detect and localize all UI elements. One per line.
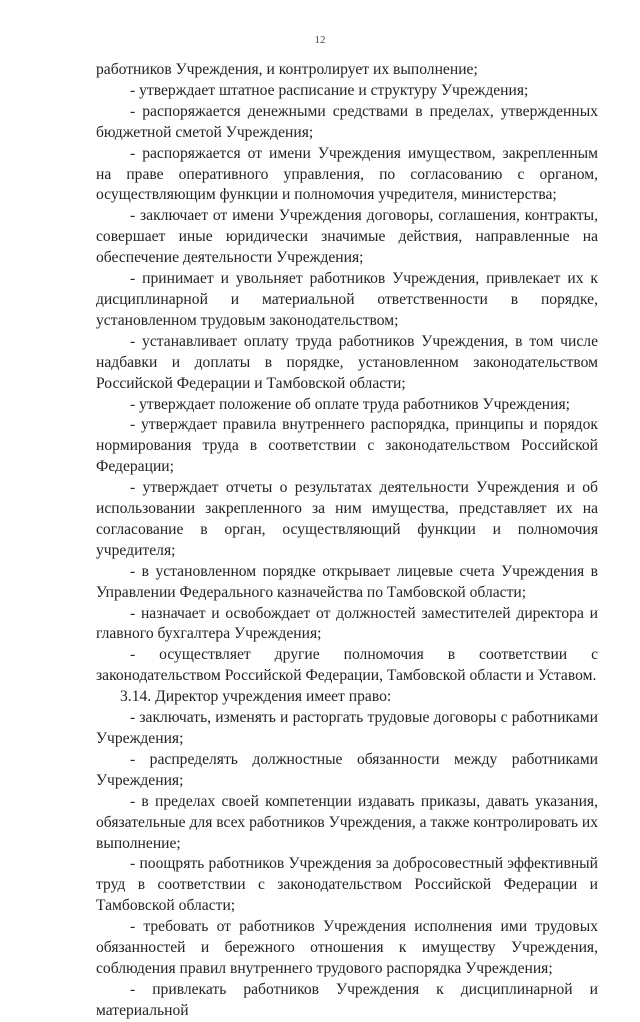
paragraph: - устанавливает оплату труда работников Учреждения, в том числе надбавки и доплаты в порядке, установленном законодательством Российской Федерации и Тамбовской области; [96,332,598,392]
paragraph: - требовать от работников Учреждения исполнения ими трудовых обязанностей и бережного отношения к имуществу Учреждения, соблюдения правил внутреннего трудового распорядка Учреждения; [96,918,598,977]
paragraph: - утверждает правила внутреннего распорядка, принципы и порядок нормирования труда в соответствии с законодательством Российской Федерации; [96,416,598,476]
paragraph: - принимает и увольняет работников Учреждения, привлекает их к дисциплинарной и материальной ответственности в порядке, установленном трудовым законодательством; [96,270,598,329]
paragraph: - назначает и освобождает от должностей заместителей директора и главного бухгалтера Учреждения; [96,604,598,643]
paragraph: - распределять должностные обязанности между работниками Учреждения; [96,750,598,789]
paragraph: - распоряжается от имени Учреждения имуществом, закрепленным на праве оперативного управления, по согласованию с органом, осуществляющим функции и полномочия учредителя, министерства; [96,144,598,204]
paragraph: - в установленном порядке открывает лицевые счета Учреждения в Управлении Федерального казначейства по Тамбовской области; [96,562,598,601]
paragraph: - заключает от имени Учреждения договоры, соглашения, контракты, совершает иные юридически значимые действия, направленные на обеспечение деятельности Учреждения; [96,207,598,267]
paragraph: - утверждает штатное расписание и структуру Учреждения; [130,81,529,99]
paragraph: - в пределах своей компетенции издавать приказы, давать указания, обязательные для всех работников Учреждения, а также контролировать их выполнение; [96,792,598,852]
paragraph: - поощрять работников Учреждения за добросовестный эффективный труд в соответствии с законодательством Российской Федерации и Тамбовской области; [96,855,598,915]
document-body [96,60,598,1022]
paragraph: - распоряжается денежными средствами в пределах, утвержденных бюджетной сметой Учреждения; [96,102,598,141]
paragraph: - утверждает отчеты о результатах деятельности Учреждения и об использовании закрепленного за ним имущества, представляет их на согласование в орган, осуществляющий функции и полномочия учредителя; [96,479,598,559]
paragraph: - привлекать работников Учреждения к дисциплинарной и материальной [96,980,598,1019]
paragraph: - заключать, изменять и расторгать трудовые договоры с работниками Учреждения; [96,709,598,747]
paragraph: 3.14. Директор учреждения имеет право: [120,688,392,706]
paragraph: - осуществляет другие полномочия в соответствии с законодательством Российской Федерации, Тамбовской области и Уставом. [96,646,598,685]
paragraph: - утверждает положение об оплате труда работников Учреждения; [130,395,570,413]
page-number: 12 [314,34,326,46]
paragraph: работников Учреждения, и контролирует их выполнение; [96,61,478,78]
